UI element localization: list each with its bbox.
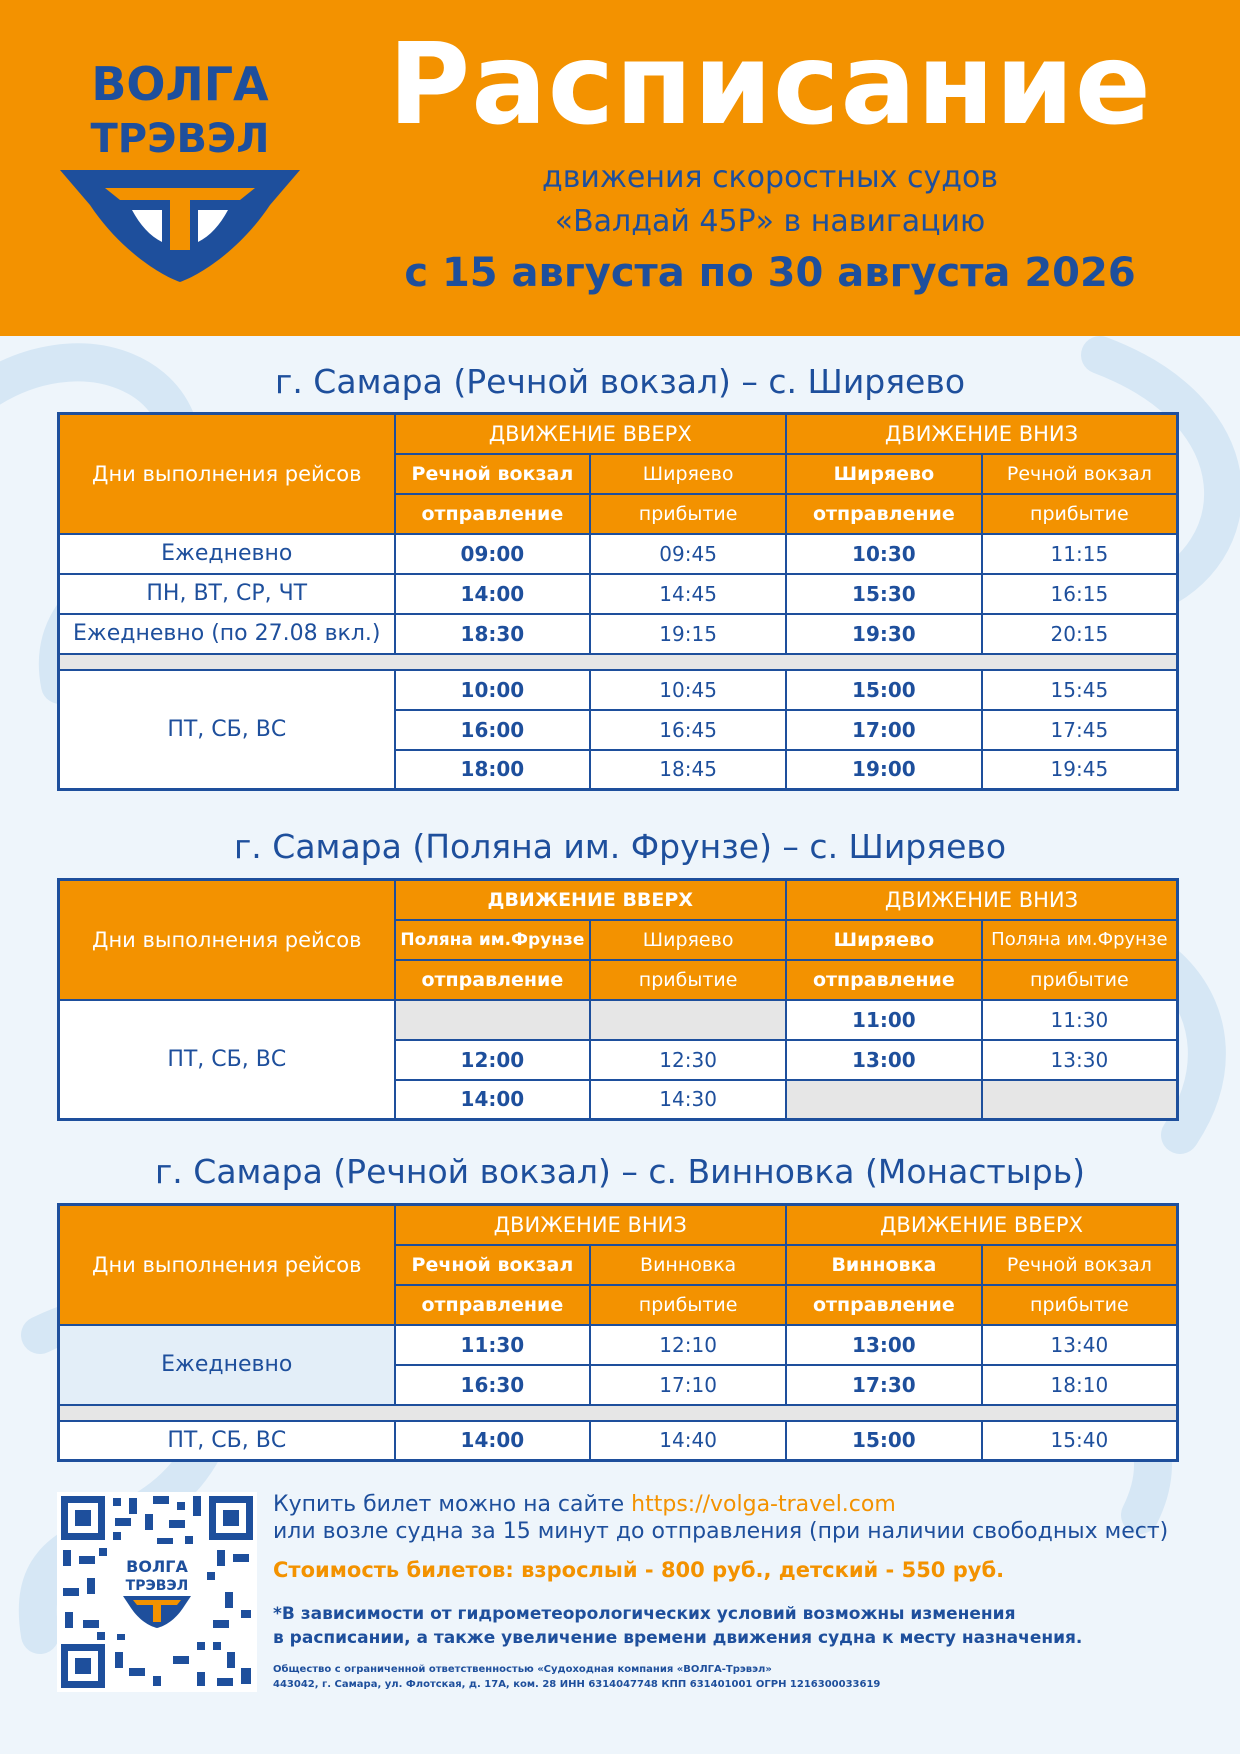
buy-line2: или возле судна за 15 минут до отправления (при наличии свободных мест) <box>273 1519 1169 1544</box>
time-cell: 12:30 <box>590 1040 786 1080</box>
empty-cell <box>786 1080 982 1120</box>
route1-title: г. Самара (Речной вокзал) – с. Ширяево <box>274 362 966 401</box>
station-header: Ширяево <box>786 454 982 494</box>
arrival-label: прибытие <box>590 960 786 1000</box>
ticket-prices: Стоимость билетов: взрослый - 800 руб., детский - 550 руб. <box>273 1558 1005 1582</box>
arrival-label: прибытие <box>982 960 1178 1000</box>
row-separator <box>59 1405 1178 1421</box>
disclaimer-line1: *В зависимости от гидрометеорологических условий возможны изменения <box>273 1604 1016 1624</box>
station-header: Винновка <box>786 1245 982 1285</box>
disclaimer-line2: в расписании, а также увеличение времени движения судна к месту назначения. <box>273 1628 1083 1648</box>
navigation-dates: с 15 августа по 30 августа 2026 <box>404 250 1136 296</box>
time-cell: 19:15 <box>590 614 786 654</box>
station-header: Речной вокзал <box>982 454 1178 494</box>
table-row <box>59 1421 1178 1461</box>
time-cell: 15:40 <box>982 1421 1178 1461</box>
legal-line1: Общество с ограниченной ответственностью «Судоходная компания «ВОЛГА-Трэвэл» <box>273 1664 772 1675</box>
days-header: Дни выполнения рейсов <box>59 1205 395 1325</box>
arrival-label: прибытие <box>982 1285 1178 1325</box>
time-cell: 15:30 <box>786 574 982 614</box>
station-header: Ширяево <box>590 454 786 494</box>
qr-code[interactable] <box>57 1492 257 1692</box>
time-cell: 17:45 <box>982 710 1178 750</box>
time-cell: 16:15 <box>982 574 1178 614</box>
departure-label: отправление <box>786 494 982 534</box>
time-cell: 13:30 <box>982 1040 1178 1080</box>
departure-label: отправление <box>395 960 591 1000</box>
time-cell: 19:45 <box>982 750 1178 790</box>
legal-line2: 443042, г. Самара, ул. Флотская, д. 17А, ком. 28 ИНН 6314047748 КПП 631401001 ОГРН 1216300033619 <box>273 1679 881 1690</box>
time-cell: 15:00 <box>786 670 982 710</box>
time-cell: 14:45 <box>590 574 786 614</box>
time-cell: 16:45 <box>590 710 786 750</box>
station-header: Ширяево <box>590 920 786 960</box>
logo-line1: ВОЛГА <box>91 60 269 111</box>
days-cell: Ежедневно <box>59 534 395 574</box>
direction-up-header: ДВИЖЕНИЕ ВВЕРХ <box>395 880 787 920</box>
time-cell: 18:30 <box>395 614 591 654</box>
qr-logo-line2: ТРЭВЭЛ <box>125 1578 189 1594</box>
subtitle-line1: движения скоростных судов <box>541 160 999 195</box>
direction-down-header: ДВИЖЕНИЕ ВНИЗ <box>786 414 1178 454</box>
days-cell: ПН, ВТ, СР, ЧТ <box>59 574 395 614</box>
time-cell: 11:30 <box>982 1000 1178 1040</box>
arrival-label: прибытие <box>982 494 1178 534</box>
qr-logo-line1: ВОЛГА <box>126 1557 188 1576</box>
route2-table <box>57 878 1179 1121</box>
departure-label: отправление <box>395 1285 591 1325</box>
time-cell: 20:15 <box>982 614 1178 654</box>
time-cell: 14:40 <box>590 1421 786 1461</box>
header-banner <box>0 0 1240 336</box>
time-cell: 12:10 <box>590 1325 786 1365</box>
time-cell: 17:10 <box>590 1365 786 1405</box>
days-cell: ПТ, СБ, ВС <box>59 1421 395 1461</box>
buy-line1 <box>273 1492 896 1517</box>
direction-up-header: ДВИЖЕНИЕ ВВЕРХ <box>786 1205 1178 1245</box>
time-cell: 14:00 <box>395 1080 591 1120</box>
time-cell: 09:00 <box>395 534 591 574</box>
subtitle-line2: «Валдай 45Р» в навигацию <box>554 204 986 239</box>
time-cell: 12:00 <box>395 1040 591 1080</box>
time-cell: 13:00 <box>786 1325 982 1365</box>
days-cell: Ежедневно (по 27.08 вкл.) <box>59 614 395 654</box>
time-cell: 11:30 <box>395 1325 591 1365</box>
table-row <box>59 1325 1178 1365</box>
days-header: Дни выполнения рейсов <box>59 414 395 534</box>
departure-label: отправление <box>786 1285 982 1325</box>
station-header: Поляна им.Фрунзе <box>395 920 591 960</box>
time-cell: 19:00 <box>786 750 982 790</box>
station-header: Винновка <box>590 1245 786 1285</box>
time-cell: 11:15 <box>982 534 1178 574</box>
time-cell: 16:30 <box>395 1365 591 1405</box>
time-cell: 09:45 <box>590 534 786 574</box>
time-cell: 10:30 <box>786 534 982 574</box>
route1-table <box>57 412 1179 791</box>
time-cell: 13:00 <box>786 1040 982 1080</box>
time-cell: 18:10 <box>982 1365 1178 1405</box>
direction-down-header: ДВИЖЕНИЕ ВНИЗ <box>395 1205 787 1245</box>
time-cell: 16:00 <box>395 710 591 750</box>
time-cell: 10:45 <box>590 670 786 710</box>
time-cell: 17:00 <box>786 710 982 750</box>
table-row <box>59 1000 1178 1040</box>
days-cell: ПТ, СБ, ВС <box>59 1000 395 1120</box>
time-cell: 10:00 <box>395 670 591 710</box>
website-link[interactable]: https://volga-travel.com <box>631 1492 896 1517</box>
volga-travel-logo <box>50 60 310 290</box>
route3-title: г. Самара (Речной вокзал) – с. Винновка (Монастырь) <box>154 1152 1086 1191</box>
departure-label: отправление <box>786 960 982 1000</box>
direction-up-header: ДВИЖЕНИЕ ВВЕРХ <box>395 414 787 454</box>
logo-line2: ТРЭВЭЛ <box>90 116 270 162</box>
time-cell: 15:00 <box>786 1421 982 1461</box>
time-cell: 11:00 <box>786 1000 982 1040</box>
days-header: Дни выполнения рейсов <box>59 880 395 1000</box>
days-cell: Ежедневно <box>59 1325 395 1405</box>
days-cell: ПТ, СБ, ВС <box>59 670 395 790</box>
direction-down-header: ДВИЖЕНИЕ ВНИЗ <box>786 880 1178 920</box>
row-separator <box>59 654 1178 670</box>
table-row <box>59 670 1178 710</box>
time-cell: 17:30 <box>786 1365 982 1405</box>
station-header: Речной вокзал <box>982 1245 1178 1285</box>
time-cell: 14:30 <box>590 1080 786 1120</box>
time-cell: 19:30 <box>786 614 982 654</box>
time-cell: 15:45 <box>982 670 1178 710</box>
empty-cell <box>982 1080 1178 1120</box>
buy-prefix: Купить билет можно на сайте <box>273 1492 632 1517</box>
time-cell: 18:45 <box>590 750 786 790</box>
route2-title: г. Самара (Поляна им. Фрунзе) – с. Ширяево <box>233 827 1007 866</box>
time-cell: 13:40 <box>982 1325 1178 1365</box>
table-row <box>59 534 1178 574</box>
table-row <box>59 614 1178 654</box>
route3-table <box>57 1203 1179 1462</box>
time-cell: 14:00 <box>395 574 591 614</box>
page-title: Расписание <box>388 20 1152 150</box>
table-row <box>59 574 1178 614</box>
arrival-label: прибытие <box>590 494 786 534</box>
station-header: Речной вокзал <box>395 454 591 494</box>
time-cell: 14:00 <box>395 1421 591 1461</box>
empty-cell <box>395 1000 591 1040</box>
station-header: Речной вокзал <box>395 1245 591 1285</box>
empty-cell <box>590 1000 786 1040</box>
station-header: Поляна им.Фрунзе <box>982 920 1178 960</box>
arrival-label: прибытие <box>590 1285 786 1325</box>
departure-label: отправление <box>395 494 591 534</box>
time-cell: 18:00 <box>395 750 591 790</box>
station-header: Ширяево <box>786 920 982 960</box>
